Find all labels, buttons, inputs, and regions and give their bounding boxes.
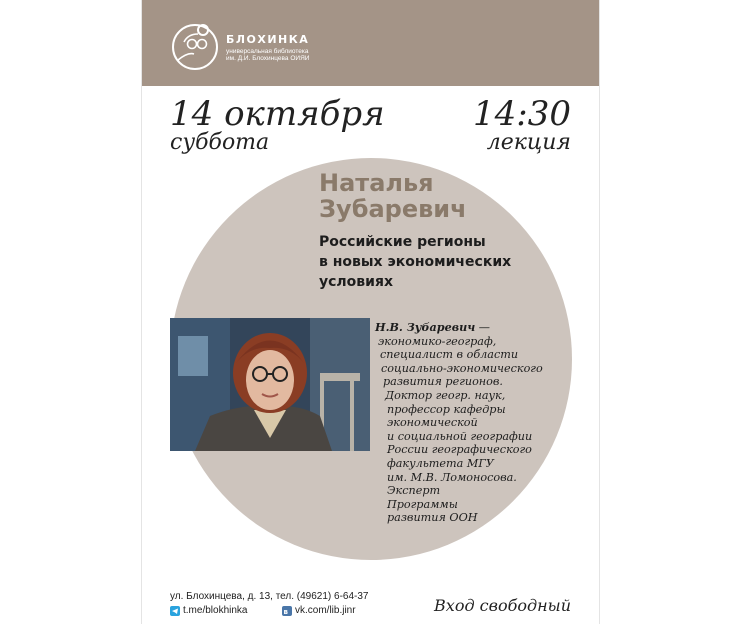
bio-line: им. М.В. Ломоносова.	[387, 470, 517, 484]
library-name: БЛОХИНКА	[226, 33, 310, 46]
bio-line: факультета МГУ	[387, 456, 494, 470]
entry-note: Вход свободный	[434, 596, 571, 615]
speaker-last-name: Зубаревич	[319, 195, 467, 223]
event-time: 14:30	[473, 94, 571, 134]
vk-link[interactable]	[282, 605, 356, 616]
vk-link-text[interactable]: vk.com/lib.jinr	[295, 605, 356, 616]
speaker-portrait-image	[170, 318, 370, 451]
bio-line: экономической	[387, 416, 478, 430]
bio-line: профессор кафедры	[387, 402, 506, 416]
bio-line: развития ООН	[387, 511, 478, 525]
lecture-title-line: Российские регионы	[319, 234, 486, 250]
speaker-name	[319, 170, 467, 222]
bio-line: и социальной географии	[387, 429, 533, 443]
speaker-photo	[170, 318, 370, 451]
event-poster	[141, 0, 600, 624]
speaker-first-name: Наталья	[319, 169, 434, 197]
bio-line: —	[475, 321, 490, 334]
venue-address: ул. Блохинцева, д. 13, тел. (49621) 6-64-37	[170, 591, 369, 602]
bio-line: Программы	[387, 497, 458, 511]
library-subtitle-line2: им. Д.И. Блохинцева ОИЯИ	[226, 55, 310, 62]
bio-name: Н.В. Зубаревич	[375, 320, 476, 334]
telegram-icon	[170, 606, 180, 616]
poster-header	[142, 0, 599, 86]
vk-icon	[282, 606, 292, 616]
bio-line: социально-экономического	[381, 361, 543, 375]
lecture-title-line: в новых экономических	[319, 254, 512, 270]
bio-line: Доктор геогр. наук,	[385, 388, 506, 402]
bio-line: экономико-географ,	[378, 334, 497, 348]
telegram-link[interactable]	[170, 605, 247, 616]
lecture-title	[319, 232, 511, 292]
bio-line: специалист в области	[380, 348, 519, 362]
bio-line: развития регионов.	[383, 375, 503, 389]
event-type: лекция	[486, 130, 571, 155]
telegram-link-text[interactable]: t.me/blokhinka	[183, 605, 248, 616]
event-date: 14 октября	[170, 94, 385, 134]
event-weekday: суббота	[170, 130, 270, 155]
bio-line: России географического	[387, 443, 532, 457]
library-subtitle-line1: универсальная библиотека	[226, 48, 309, 55]
svg-text:в: в	[283, 607, 288, 616]
lecture-title-line: условиях	[319, 274, 393, 290]
bio-line: Эксперт	[387, 484, 441, 498]
speaker-bio	[375, 321, 575, 525]
library-logo-icon	[170, 20, 222, 72]
